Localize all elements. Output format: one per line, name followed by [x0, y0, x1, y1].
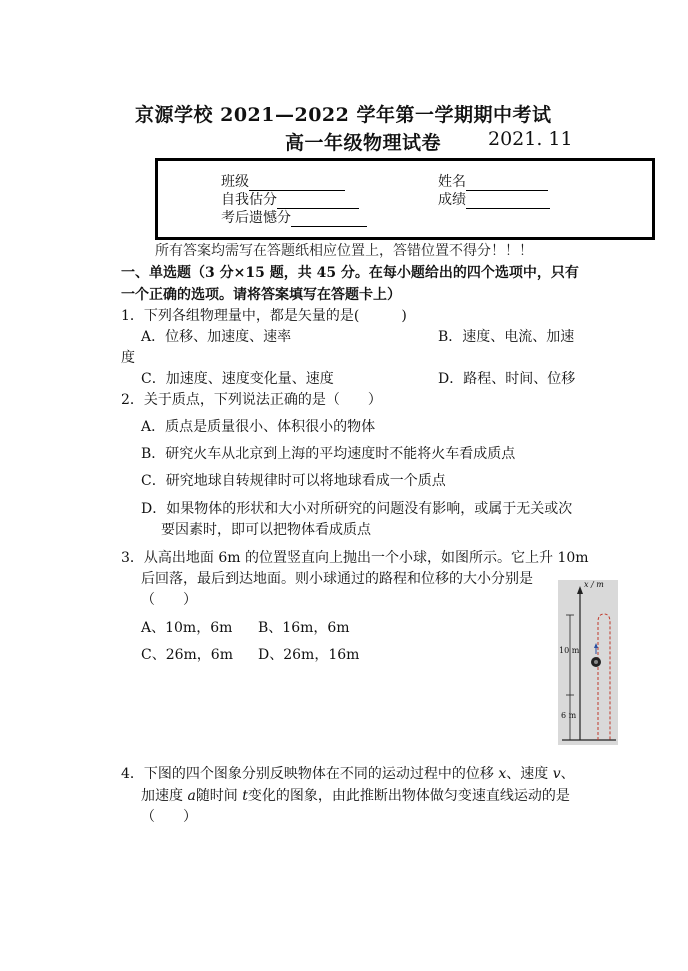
q3-option-a: A、10m，6m	[141, 620, 233, 636]
page-title: 京源学校 2021—2022 学年第一学期期中考试	[135, 104, 552, 126]
q4-stem-cont	[141, 785, 570, 805]
q3-option-b: B、16m，6m	[258, 620, 350, 636]
name-field[interactable]	[438, 171, 548, 191]
q4-var-x: x	[498, 766, 507, 782]
name-label: 姓名	[438, 174, 466, 190]
section-heading-cont: 一个正确的选项。请将答案填写在答题卡上）	[121, 287, 401, 303]
q4-stem	[121, 763, 575, 783]
page-subtitle: 高一年级物理试卷	[285, 132, 442, 154]
section-heading: 一、单选题（3 分×15 题，共 45 分。在每小题给出的四个选项中，只有	[121, 265, 579, 281]
q3-stem-cont: 后回落，最后到达地面。则小球通过的路程和位移的大小分别是	[141, 571, 533, 587]
q4-var-a: a	[187, 788, 196, 804]
q1-option-a: A．位移、加速度、速率	[141, 329, 292, 345]
q1-option-b: B．速度、电流、加速	[438, 329, 575, 345]
answer-notice: 所有答案均需写在答题纸相应位置上，答错位置不得分！！！	[155, 243, 533, 259]
q2-option-d: D．如果物体的形状和大小对所研究的问题没有影响，或属于无关或次	[141, 501, 573, 517]
q1-stem: 1．下列各组物理量中，都是矢量的是( )	[121, 308, 407, 324]
exam-date: 2021. 11	[488, 128, 573, 150]
q4-stem-paren: （ ）	[141, 809, 197, 825]
class-label: 班级	[221, 174, 249, 190]
q4-text-6: 变化的图象，由此推断出物体做匀变速直线运动的是	[247, 788, 570, 804]
trajectory-diagram	[558, 580, 618, 745]
self-estimate-field[interactable]	[221, 189, 359, 209]
q1-option-b-cont: 度	[121, 350, 135, 366]
q4-text-4: 加速度	[141, 788, 188, 804]
q3-stem-paren: （ ）	[141, 592, 197, 608]
regret-score-blank[interactable]	[291, 212, 367, 227]
class-field[interactable]	[221, 171, 345, 191]
q2-option-c: C．研究地球自转规律时可以将地球看成一个质点	[141, 473, 446, 489]
regret-score-label: 考后遗憾分	[221, 210, 291, 226]
score-label: 成绩	[438, 192, 466, 208]
score-field[interactable]	[438, 189, 550, 209]
q4-var-t: t	[242, 788, 248, 804]
q4-text-3: 、	[560, 766, 575, 782]
axis-label: x / m	[584, 580, 604, 589]
self-estimate-label: 自我估分	[221, 192, 277, 208]
q2-option-d-cont: 要因素时，即可以把物体看成质点	[161, 522, 371, 538]
q4-var-v: v	[552, 766, 561, 782]
height-10m-label: 10 m	[559, 646, 580, 655]
q1-option-c: C．加速度、速度变化量、速度	[141, 371, 334, 387]
q1-option-d: D．路程、时间、位移	[438, 371, 576, 387]
q2-option-a: A．质点是质量很小、体积很小的物体	[141, 419, 376, 435]
student-info-box	[155, 158, 655, 240]
q3-option-d: D、26m，16m	[258, 647, 360, 663]
q4-text-2: 、速度	[506, 766, 553, 782]
score-blank[interactable]	[466, 194, 550, 209]
q4-text-1: 4．下图的四个图象分别反映物体在不同的运动过程中的位移	[121, 766, 499, 782]
q3-stem: 3．从高出地面 6m 的位置竖直向上抛出一个小球，如图所示。它上升 10m	[121, 550, 589, 566]
height-6m-label: 6 m	[561, 711, 577, 720]
q2-stem: 2．关于质点，下列说法正确的是（ ）	[121, 392, 382, 408]
q2-option-b: B．研究火车从北京到上海的平均速度时不能将火车看成质点	[141, 446, 516, 462]
q4-text-5: 随时间	[195, 788, 243, 804]
regret-score-field[interactable]	[221, 207, 367, 227]
q3-option-c: C、26m，6m	[141, 647, 233, 663]
ball-trajectory-figure	[558, 580, 618, 745]
